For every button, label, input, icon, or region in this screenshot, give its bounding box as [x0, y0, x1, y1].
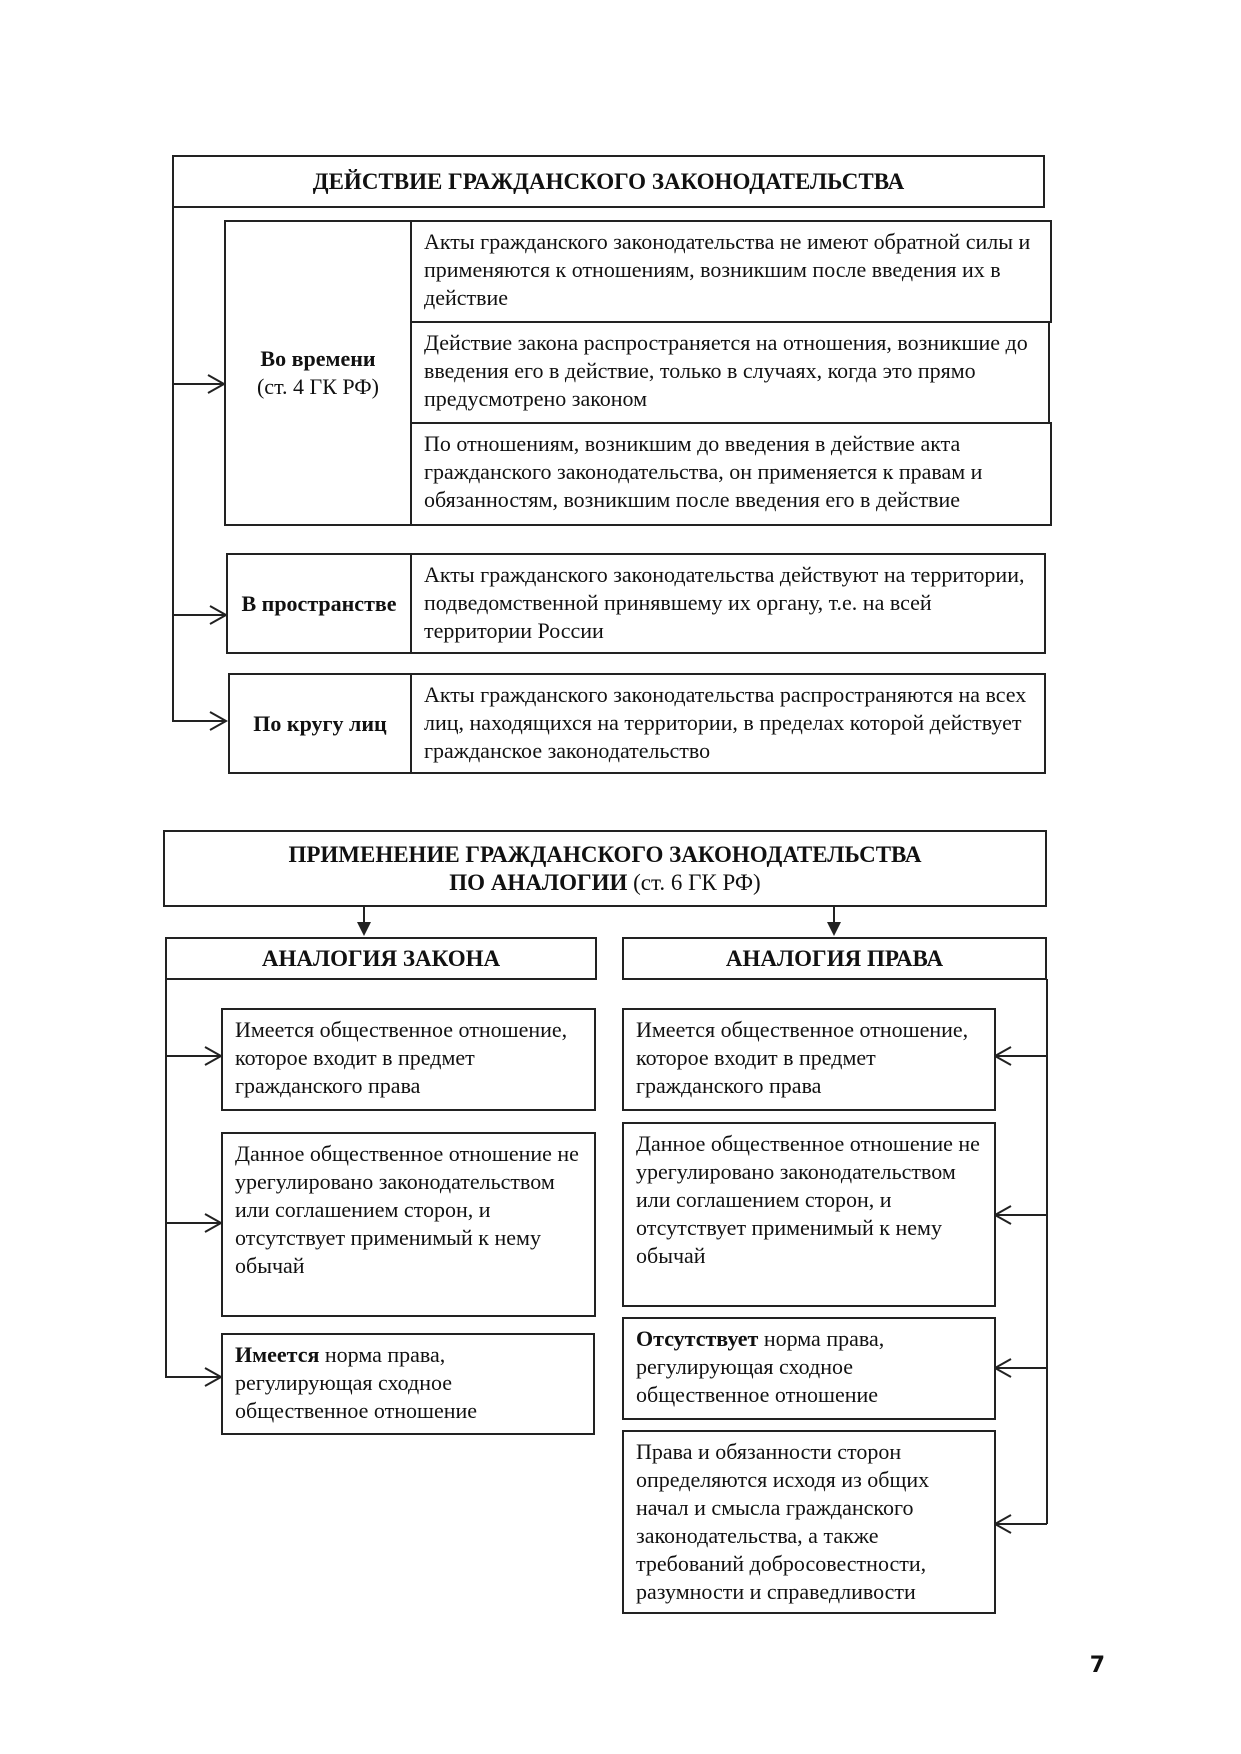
analogy-law-header: АНАЛОГИЯ ЗАКОНА [165, 937, 597, 980]
category-space: В пространстве [226, 553, 412, 654]
persons-description: Акты гражданского законодательства распространяются на всех лиц, находящихся на территории, в пределах которой действует гражданское законодательство [410, 673, 1046, 774]
law-item-1: Имеется общественное отношение, которое входит в предмет гражданского права [221, 1008, 596, 1111]
right-connector-line [1046, 979, 1048, 1524]
right-item-1: Имеется общественное отношение, которое входит в предмет гражданского права [622, 1008, 996, 1111]
arrow-left-icon [995, 1515, 1013, 1533]
arrow-right-icon [210, 712, 228, 730]
law-item-2: Данное общественное отношение не урегулировано законодательством или соглашением сторон, и отсутствует применимый к нему обычай [221, 1132, 596, 1317]
time-item-2: Действие закона распространяется на отношения, возникшие до введения его в действие, только в случаях, когда это прямо предусмотрено законом [410, 321, 1050, 424]
time-item-3: По отношениям, возникшим до введения в действие акта гражданского законодательства, он применяется к правам и обязанностям, возникшим после введения его в действие [410, 422, 1052, 526]
arrow-left-icon [995, 1359, 1013, 1377]
space-description: Акты гражданского законодательства действуют на территории, подведомственной принявшему их органу, т.е. на всей территории России [410, 553, 1046, 654]
law-item-3: Имеется норма права, регулирующая сходное общественное отношение [221, 1333, 595, 1435]
right-item-3: Отсутствует норма права, регулирующая сходное общественное отношение [622, 1317, 996, 1420]
analogy-right-header: АНАЛОГИЯ ПРАВА [622, 937, 1047, 980]
arrow-left-icon [995, 1047, 1013, 1065]
arrow-left-icon [995, 1206, 1013, 1224]
arrow-down-icon [827, 922, 841, 936]
category-persons: По кругу лиц [228, 673, 412, 774]
time-item-1: Акты гражданского законодательства не имеют обратной силы и применяются к отношениям, возникшим после введения их в действие [410, 220, 1052, 323]
law-connector-line [165, 979, 167, 1377]
section1-connector-line [172, 207, 174, 721]
section2-title: ПРИМЕНЕНИЕ ГРАЖДАНСКОГО ЗАКОНОДАТЕЛЬСТВА ПО АНАЛОГИИ (ст. 6 ГК РФ) [163, 830, 1047, 907]
arrow-down-icon [357, 922, 371, 936]
category-time: Во времени (ст. 4 ГК РФ) [224, 220, 412, 526]
right-item-4: Права и обязанности сторон определяются исходя из общих начал и смысла гражданского законодательства, а также требований добросовестности, разумности и справедливости [622, 1430, 996, 1614]
page-number: 7 [1089, 1653, 1105, 1678]
right-item-2: Данное общественное отношение не урегулировано законодательством или соглашением сторон, и отсутствует применимый к нему обычай [622, 1122, 996, 1307]
section1-title: ДЕЙСТВИЕ ГРАЖДАНСКОГО ЗАКОНОДАТЕЛЬСТВА [172, 155, 1045, 208]
